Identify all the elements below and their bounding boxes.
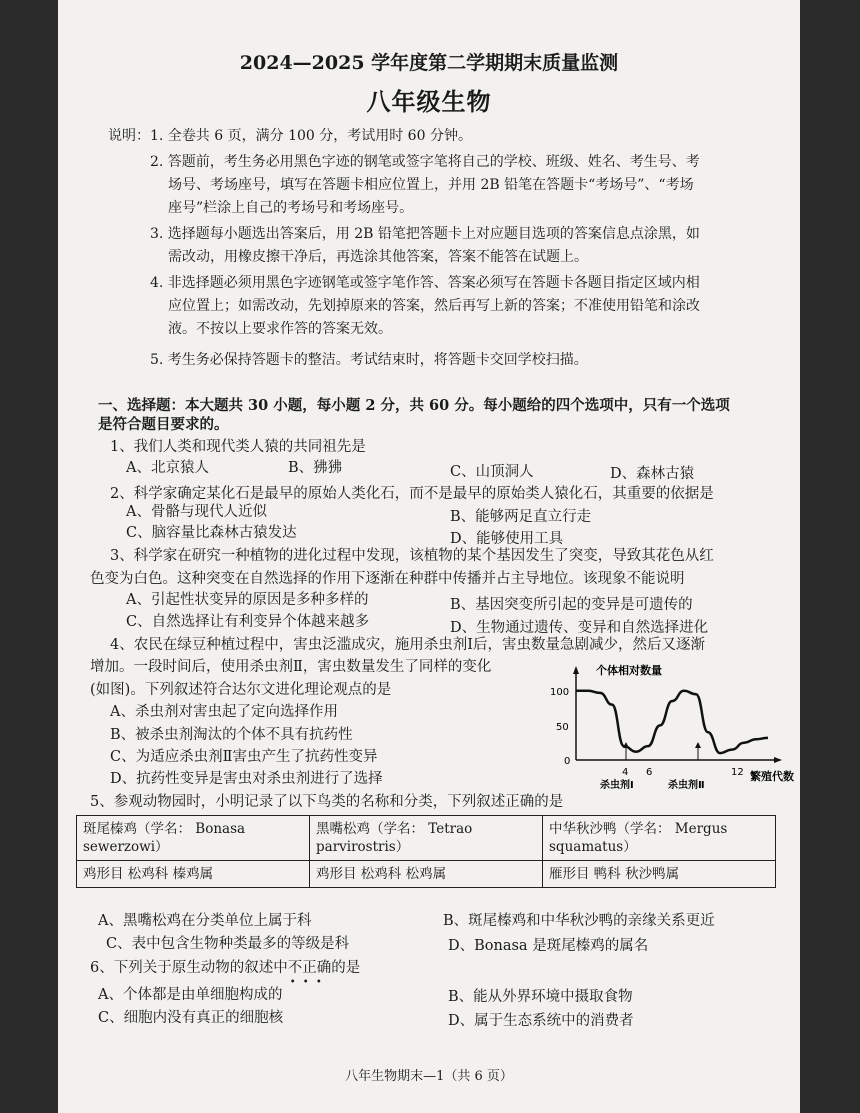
exam-subject: 八年级生物 xyxy=(366,87,492,116)
y-axis-arrow xyxy=(573,666,579,674)
page-footer: 八年生物期末—1（共 6 页） xyxy=(345,1069,513,1084)
table-cell: 鸡形目 松鸡科 松鸡属 xyxy=(310,861,543,888)
question-4-option-a: A、杀虫剂对害虫起了定向选择作用 xyxy=(110,704,338,720)
question-2-option-c: C、脑容量比森林古猿发达 xyxy=(126,525,297,541)
question-5-option-c: C、表中包含生物种类最多的等级是科 xyxy=(106,936,350,952)
question-4-stem-line3: (如图)。下列叙述符合达尔文进化理论观点的是 xyxy=(90,682,392,698)
instruction-3-line-1: 3. 选择题每小题选出答案后，用 2B 铅笔把答题卡上对应题目选项的答案信息点涂黑，如 xyxy=(150,226,700,242)
pesticide-2-label: 杀虫剂Ⅱ xyxy=(668,780,705,790)
question-6-stem-post: 的是 xyxy=(331,960,361,976)
table-row xyxy=(77,861,776,888)
question-1-option-d: D、森林古猿 xyxy=(610,466,695,482)
instruction-2-line-2: 场号、考场座号，填写在答题卡相应位置上，并用 2B 铅笔在答题卡“考场号”、“考场 xyxy=(168,177,694,193)
question-4-stem-line2: 增加。一段时间后，使用杀虫剂Ⅱ，害虫数量发生了同样的变化 xyxy=(90,659,492,675)
question-5-option-b: B、斑尾榛鸡和中华秋沙鸭的亲缘关系更近 xyxy=(443,913,715,929)
instructions-label: 说明： xyxy=(108,128,150,144)
instruction-4-line-3: 液。不按以上要求作答的答案无效。 xyxy=(168,321,392,337)
question-6-option-a: A、个体都是由单细胞构成的 xyxy=(98,987,283,1003)
question-6-stem xyxy=(90,959,360,978)
question-3-option-b: B、基因突变所引起的变异是可遗传的 xyxy=(450,597,693,613)
table-cell: 雁形目 鸭科 秋沙鸭属 xyxy=(543,861,776,888)
y-tick-0: 0 xyxy=(564,756,571,767)
question-3-stem-line2: 色变为白色。这种突变在自然选择的作用下逐渐在种群中传播并占主导地位。该现象不能说明 xyxy=(90,571,685,587)
question-4-option-d: D、抗药性变异是害虫对杀虫剂进行了选择 xyxy=(110,771,383,787)
question-5-option-d: D、Bonasa 是斑尾榛鸡的属名 xyxy=(448,938,649,954)
x-tick-6: 6 xyxy=(646,767,653,778)
question-6-stem-pre: 6、下列关于原生动物的叙述中 xyxy=(90,960,288,976)
question-1-option-a: A、北京猿人 xyxy=(126,460,209,476)
population-curve xyxy=(576,691,768,753)
instruction-1-line-1: 1. 全卷共 6 页，满分 100 分，考试用时 60 分钟。 xyxy=(150,128,472,144)
question-1-stem: 1、我们人类和现代类人猿的共同祖先是 xyxy=(110,439,366,455)
y-axis-label: 个体相对数量 xyxy=(596,664,662,677)
question-3-option-a: A、引起性状变异的原因是多种多样的 xyxy=(126,592,369,608)
pesticide-2-arrow xyxy=(695,742,701,748)
question-6-option-c: C、细胞内没有真正的细胞核 xyxy=(98,1010,284,1026)
question-4-option-c: C、为适应杀虫剂Ⅱ害虫产生了抗药性变异 xyxy=(110,749,378,765)
x-axis-label: 繁殖代数 xyxy=(750,770,794,783)
question-1-option-b: B、狒狒 xyxy=(288,460,343,476)
question-6-option-d: D、属于生态系统中的消费者 xyxy=(448,1013,634,1029)
question-4-stem-line1: 4、农民在绿豆种植过程中，害虫泛滥成灾，施用杀虫剂Ⅰ后，害虫数量急剧减少，然后又逐渐 xyxy=(110,637,705,653)
instruction-2-line-1: 2. 答题前，考生务必用黑色字迹的钢笔或签字笔将自己的学校、班级、姓名、考生号、考 xyxy=(150,154,700,170)
table-cell: 鸡形目 松鸡科 榛鸡属 xyxy=(77,861,310,888)
x-axis-arrow xyxy=(774,757,782,763)
question-5-option-a: A、黑嘴松鸡在分类单位上属于科 xyxy=(98,913,312,929)
table-cell: 斑尾榛鸡（学名： Bonasa sewerzowi） xyxy=(77,816,310,861)
instruction-5-line-1: 5. 考生务必保持答题卡的整洁。考试结束时，将答题卡交回学校扫描。 xyxy=(150,352,588,368)
x-tick-12: 12 xyxy=(731,767,744,778)
table-row xyxy=(77,816,776,861)
table-cell: 中华秋沙鸭（学名： Mergus squamatus） xyxy=(543,816,776,861)
y-tick-100: 100 xyxy=(550,687,570,698)
question-3-option-c: C、自然选择让有利变异个体越来越多 xyxy=(126,614,370,630)
question-2-stem: 2、科学家确定某化石是最早的原始人类化石，而不是最早的原始类人猿化石，其重要的依据是 xyxy=(110,486,714,502)
section-heading-line2: 是符合题目要求的。 xyxy=(98,416,229,433)
question-2-option-d: D、能够使用工具 xyxy=(450,531,564,547)
bird-classification-table xyxy=(76,815,776,888)
x-tick-4: 4 xyxy=(622,767,629,778)
question-6-option-b: B、能从外界环境中摄取食物 xyxy=(448,989,633,1005)
exam-title: 2024—2025 学年度第二学期期末质量监测 xyxy=(239,52,619,74)
question-4-option-b: B、被杀虫剂淘汰的个体不具有抗药性 xyxy=(110,727,353,743)
exam-paper xyxy=(58,0,800,1113)
question-3-option-d: D、生物通过遗传、变异和自然选择进化 xyxy=(450,620,709,636)
question-5-stem: 5、参观动物园时，小明记录了以下鸟类的名称和分类，下列叙述正确的是 xyxy=(90,794,564,810)
instruction-2-line-3: 座号”栏涂上自己的考场号和考场座号。 xyxy=(168,200,414,216)
table-cell: 黑嘴松鸡（学名： Tetrao parvirostris） xyxy=(310,816,543,861)
question-1-option-c: C、山顶洞人 xyxy=(450,464,534,480)
y-tick-50: 50 xyxy=(556,722,569,733)
question-2-option-b: B、能够两足直立行走 xyxy=(450,509,592,525)
question-6-emphasis: 不正确 • • • xyxy=(288,959,332,978)
question-3-stem-line1: 3、科学家在研究一种植物的进化过程中发现，该植物的某个基因发生了突变，导致其花色从红 xyxy=(110,548,714,564)
instruction-4-line-2: 应位置上；如需改动，先划掉原来的答案，然后再写上新的答案；不准使用铅笔和涂改 xyxy=(168,298,700,314)
population-line-chart xyxy=(538,660,798,790)
section-heading-line1: 一、选择题：本大题共 30 小题，每小题 2 分，共 60 分。每小题给的四个选项中，只有一个选项 xyxy=(98,397,730,414)
instruction-3-line-2: 需改动，用橡皮擦干净后，再选涂其他答案，答案不能答在试题上。 xyxy=(168,249,588,265)
instruction-4-line-1: 4. 非选择题必须用黑色字迹钢笔或签字笔作答、答案必须写在答题卡各题目指定区域内相 xyxy=(150,275,700,291)
pesticide-1-label: 杀虫剂Ⅰ xyxy=(600,780,634,790)
question-2-option-a: A、骨骼与现代人近似 xyxy=(126,504,267,520)
